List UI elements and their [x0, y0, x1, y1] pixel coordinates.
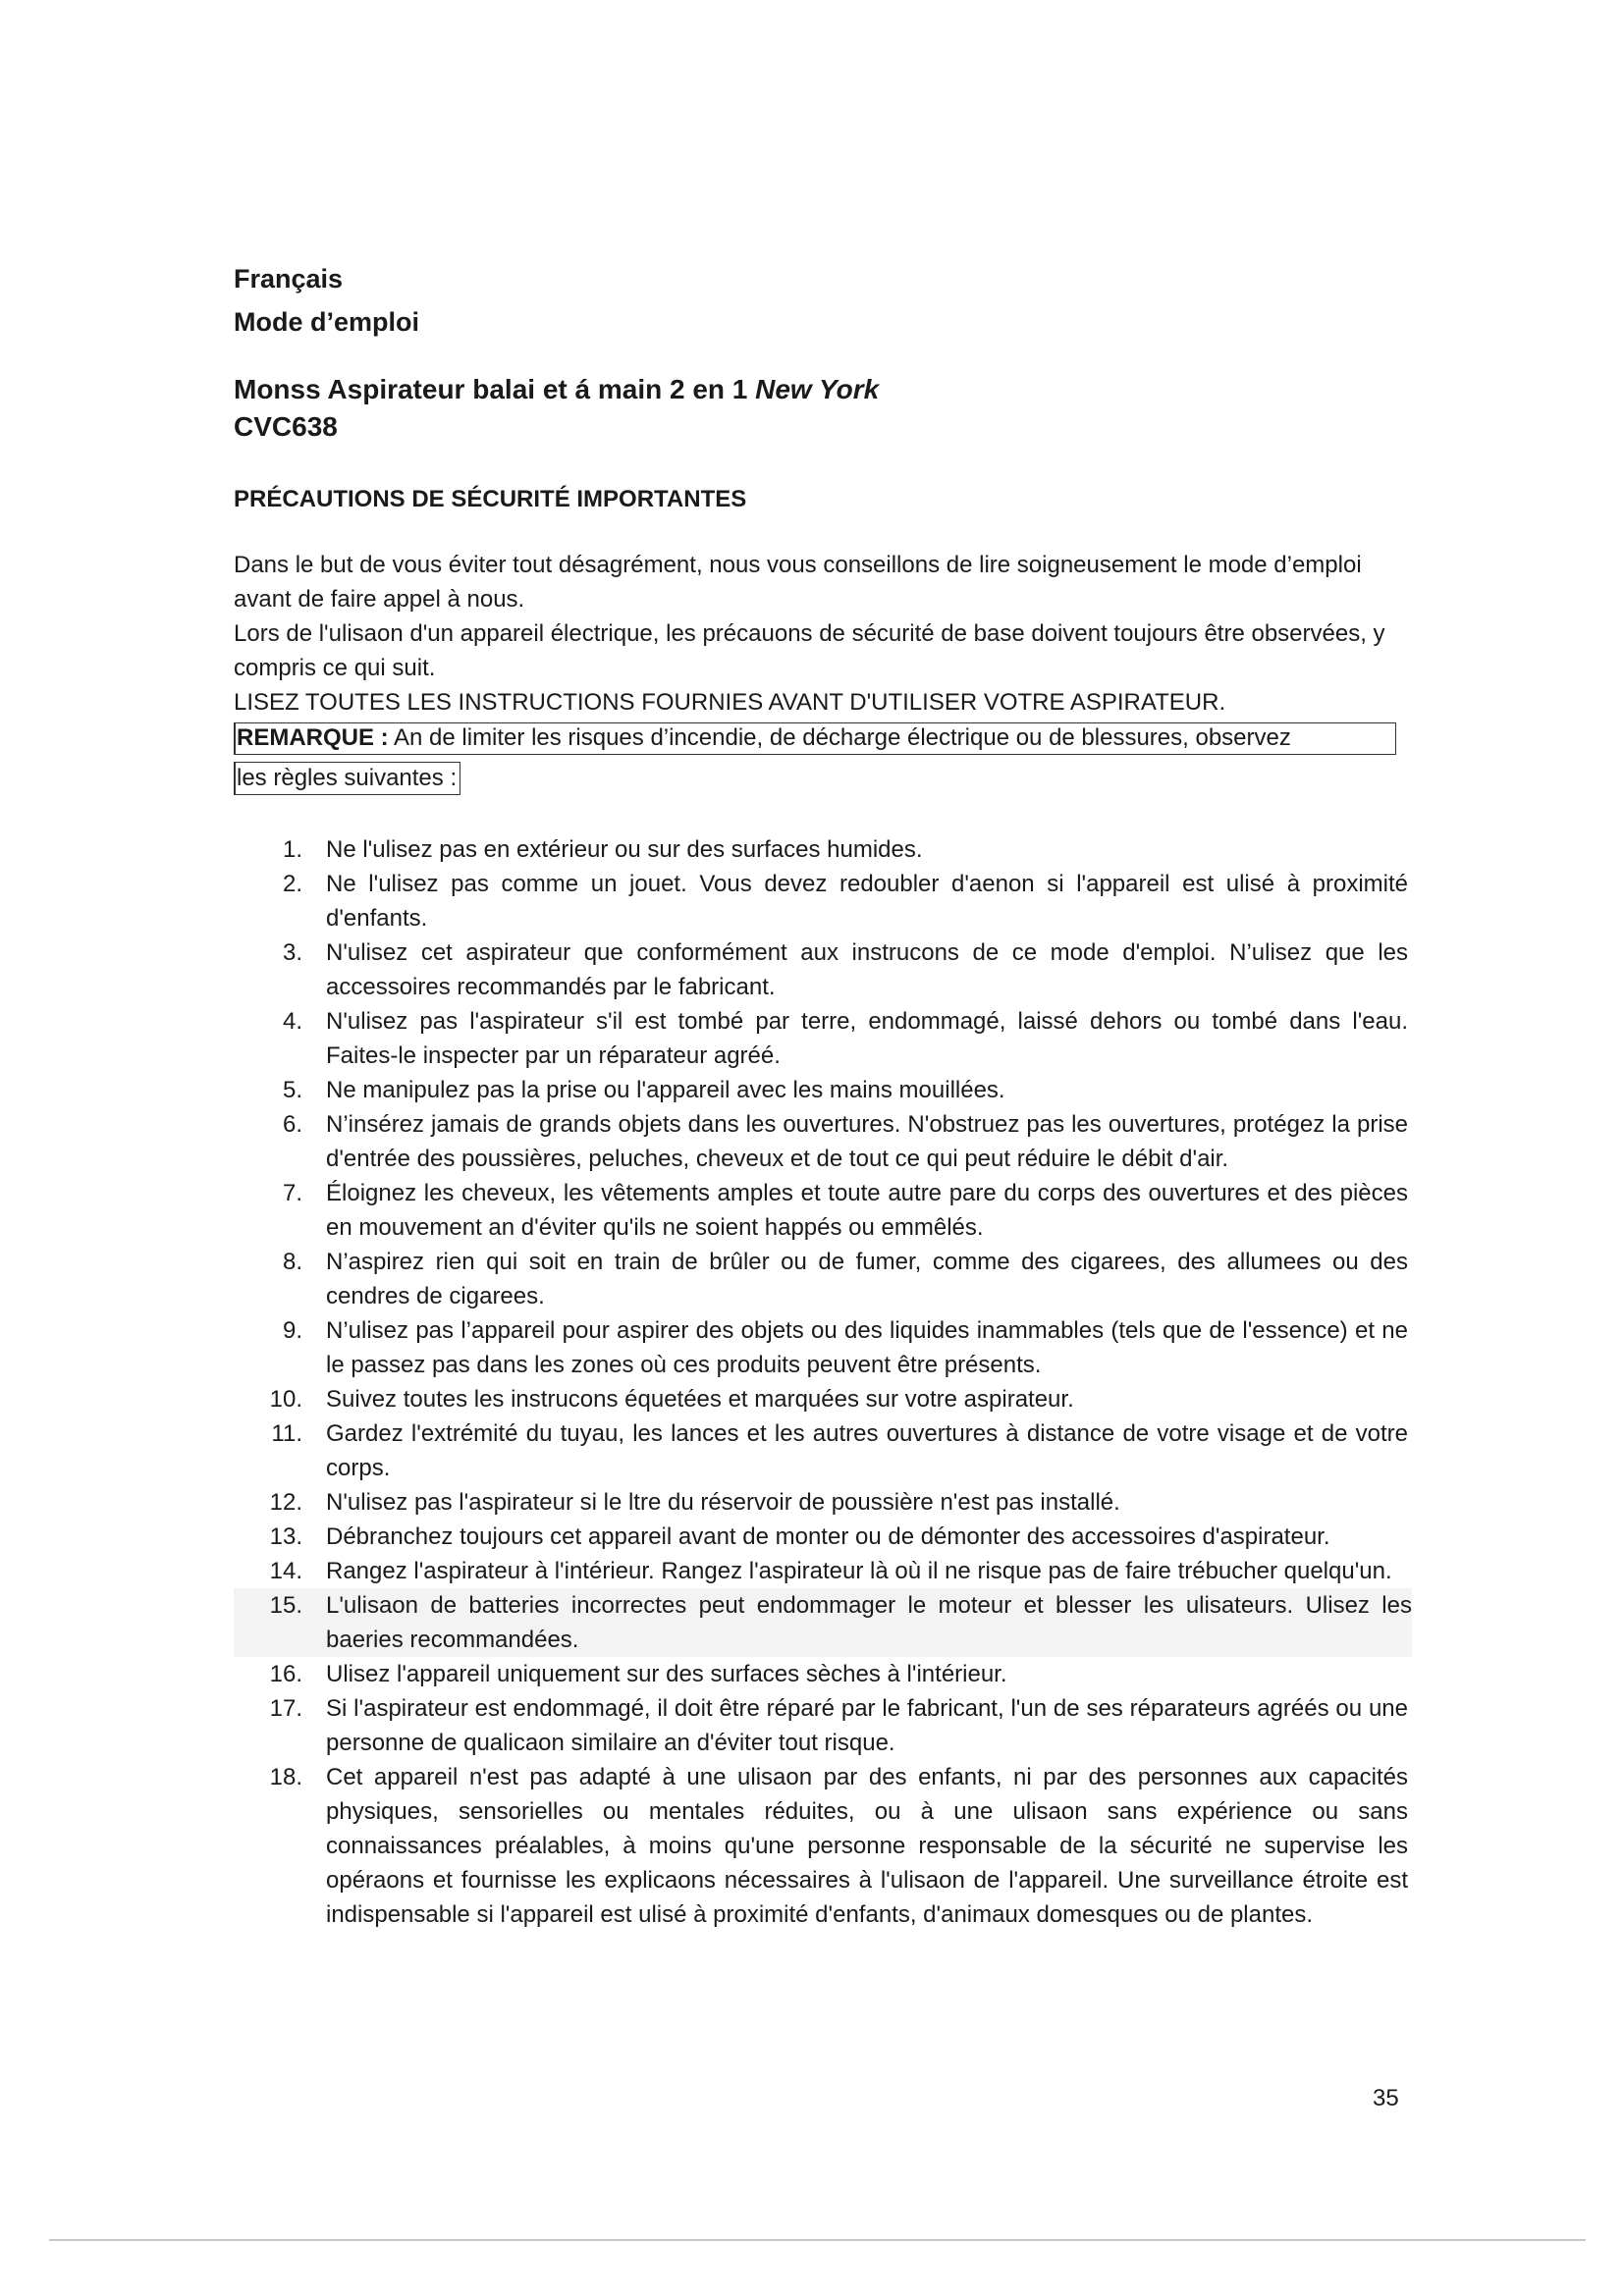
page-number: 35 [1373, 2085, 1399, 2111]
list-item [234, 1176, 1408, 1245]
list-item-text: N’aspirez rien qui soit en train de brûler ou de fumer, comme des cigarees, des allumees ou des cendres de cigarees. [326, 1249, 1408, 1309]
list-item-text: Ne manipulez pas la prise ou l'appareil avec les mains mouillées. [326, 1077, 1005, 1103]
intro-text [234, 548, 1392, 720]
list-item [234, 1588, 1412, 1657]
list-item [234, 1760, 1408, 1932]
list-item-number: 2. [282, 871, 302, 897]
list-item [234, 1657, 1408, 1691]
manual-subtitle: Mode d’emploi [234, 307, 419, 337]
safety-rules-list [234, 832, 1412, 1932]
language-heading: Français [234, 264, 344, 294]
list-item-number: 14. [269, 1558, 302, 1584]
remark-text-line1: An de limiter les risques d’incendie, de décharge électrique ou de blessures, observez [388, 724, 1291, 751]
list-item-number: 3. [282, 939, 302, 966]
remark-box-continued [234, 762, 460, 795]
list-item-text: Cet appareil n'est pas adapté à une ulisaon par des enfants, ni par des personnes aux capacités physiques, sensorielles ou mentales réduites, ou à une ulisaon sans expérience ou sans connaissances préalables, à moins qu'une personne responsable de la sécurité ne supervise les opéraons et fournisse les explicaons nécessaires à l'ulisaon de l'appareil. Une surveillance étroite est indispensable si l'appareil est ulisé à proximité d'enfants, d'animaux domesques ou de plantes. [326, 1764, 1408, 1928]
list-item-number: 5. [282, 1077, 302, 1103]
product-block [234, 371, 879, 446]
list-item [234, 1004, 1408, 1073]
list-item-text: Rangez l'aspirateur à l'intérieur. Rangez l'aspirateur là où il ne risque pas de faire trébucher quelqu'un. [326, 1558, 1392, 1584]
remark-label: REMARQUE : [237, 724, 389, 751]
list-item-text: Suivez toutes les instrucons équetées et marquées sur votre aspirateur. [326, 1386, 1074, 1413]
list-item-text: N’insérez jamais de grands objets dans les ouvertures. N'obstruez pas les ouvertures, protégez la prise d'entrée des poussières, peluches, cheveux et de tout ce qui peut réduire le débit d'air. [326, 1111, 1408, 1172]
list-item [234, 1245, 1408, 1313]
list-item [234, 1520, 1408, 1554]
list-item-text: Gardez l'extrémité du tuyau, les lances et les autres ouvertures à distance de votre visage et de votre corps. [326, 1420, 1408, 1481]
intro-paragraph-3: LISEZ TOUTES LES INSTRUCTIONS FOURNIES AVANT D'UTILISER VOTRE ASPIRATEUR. [234, 689, 1226, 716]
list-item-number: 9. [282, 1317, 302, 1344]
list-item-number: 18. [269, 1764, 302, 1790]
intro-paragraph-1: Dans le but de vous éviter tout désagrément, nous vous conseillons de lire soigneusement le mode d’emploi avant de faire appel à nous. [234, 552, 1362, 613]
list-item-number: 1. [282, 836, 302, 863]
product-name [234, 371, 879, 408]
list-item [234, 1554, 1408, 1588]
list-item-text: L'ulisaon de batteries incorrectes peut endommager le moteur et blesser les ulisateurs. Ulisez les baeries recommandées. [326, 1592, 1412, 1653]
list-item [234, 935, 1408, 1004]
section-title: PRÉCAUTIONS DE SÉCURITÉ IMPORTANTES [234, 486, 747, 512]
list-item-text: Ulisez l'appareil uniquement sur des surfaces sèches à l'intérieur. [326, 1661, 1007, 1687]
remark-box [234, 722, 1396, 755]
product-name-prefix: Monss Aspirateur balai et á main 2 en 1 [234, 374, 756, 404]
remark-text-line2: les règles suivantes : [237, 765, 458, 791]
list-item [234, 1313, 1408, 1382]
list-item-number: 16. [269, 1661, 302, 1687]
product-code: CVC638 [234, 411, 338, 442]
list-item-text: Si l'aspirateur est endommagé, il doit être réparé par le fabricant, l'un de ses réparateurs agréés ou une personne de qualicaon similaire an d'éviter tout risque. [326, 1695, 1408, 1756]
list-item [234, 1073, 1408, 1107]
list-item-number: 8. [282, 1249, 302, 1275]
list-item-number: 11. [271, 1420, 302, 1447]
list-item-number: 13. [269, 1523, 302, 1550]
list-item [234, 1107, 1408, 1176]
list-item-number: 4. [282, 1008, 302, 1035]
list-item [234, 867, 1408, 935]
intro-paragraph-2: Lors de l'ulisaon d'un appareil électrique, les précauons de sécurité de base doivent toujours être observées, y compris ce qui suit. [234, 620, 1385, 681]
list-item-text: N’ulisez pas l’appareil pour aspirer des objets ou des liquides inammables (tels que de l'essence) et ne le passez pas dans les zones où ces produits peuvent être présents. [326, 1317, 1408, 1378]
list-item-number: 17. [269, 1695, 302, 1722]
product-model-name: New York [755, 374, 880, 404]
list-item [234, 1382, 1408, 1416]
list-item [234, 1691, 1408, 1760]
list-item-number: 7. [282, 1180, 302, 1206]
list-item [234, 1416, 1408, 1485]
list-item-number: 15. [269, 1592, 302, 1619]
header-block [234, 257, 419, 344]
list-item-text: Éloignez les cheveux, les vêtements amples et toute autre pare du corps des ouvertures et des pièces en mouvement an d'éviter qu'ils ne soient happés ou emmêlés. [326, 1180, 1408, 1241]
list-item-text: Ne l'ulisez pas en extérieur ou sur des surfaces humides. [326, 836, 923, 863]
list-item-number: 6. [282, 1111, 302, 1138]
list-item-text: Débranchez toujours cet appareil avant de monter ou de démonter des accessoires d'aspirateur. [326, 1523, 1330, 1550]
list-item-text: N'ulisez pas l'aspirateur s'il est tombé par terre, endommagé, laissé dehors ou tombé dans l'eau. Faites-le inspecter par un réparateur agréé. [326, 1008, 1408, 1069]
list-item [234, 832, 1408, 867]
list-item-number: 12. [269, 1489, 302, 1516]
list-item [234, 1485, 1408, 1520]
list-item-number: 10. [269, 1386, 302, 1413]
list-item-text: Ne l'ulisez pas comme un jouet. Vous devez redoubler d'aenon si l'appareil est ulisé à proximité d'enfants. [326, 871, 1408, 932]
footer-divider [49, 2239, 1586, 2241]
list-item-text: N'ulisez cet aspirateur que conformément aux instrucons de ce mode d'emploi. N’ulisez que les accessoires recommandés par le fabricant. [326, 939, 1408, 1000]
list-item-text: N'ulisez pas l'aspirateur si le ltre du réservoir de poussière n'est pas installé. [326, 1489, 1120, 1516]
